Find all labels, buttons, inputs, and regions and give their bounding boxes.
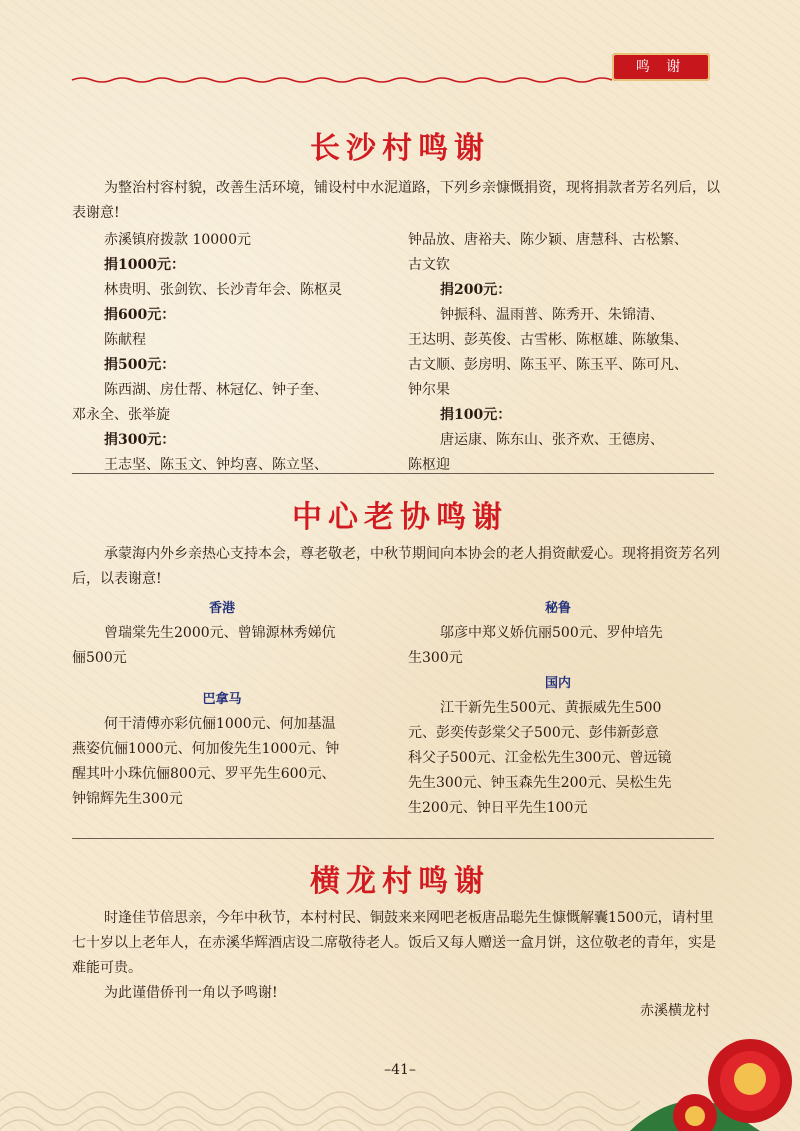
- names-600: 陈献程: [104, 332, 146, 348]
- names-1000: 林贵明、张剑钦、长沙青年会、陈枢灵: [104, 282, 342, 298]
- pa-line2: 燕姿伉俪1000元、何加俊先生1000元、钟: [72, 741, 340, 757]
- country-domestic: 国内: [544, 676, 571, 691]
- header-decorative-line: [72, 76, 612, 84]
- label-1000: 捐1000元：: [104, 257, 185, 273]
- divider-2: [72, 838, 714, 839]
- hk-line1: 曾瑞棠先生2000元、曾锦源林秀娣伉: [104, 625, 336, 641]
- label-600: 捐600元：: [104, 307, 176, 323]
- pe-line2: 生300元: [408, 650, 463, 666]
- section1-intro: 为整治村容村貌，改善生活环境，铺设村中水泥道路，下列乡亲慷慨捐资，现将捐款者芳名列后，以表谢意!: [72, 180, 720, 221]
- signature: 赤溪横龙村: [640, 1003, 710, 1019]
- section-tag: 鸣 谢: [612, 53, 710, 81]
- pa-line4: 钟锦辉先生300元: [72, 791, 183, 807]
- names-200-line3: 古文顺、彭房明、陈玉平、陈玉平、陈可凡、: [408, 357, 688, 373]
- cn-line2: 元、彭奕传彭棠父子500元、彭伟新彭意: [408, 725, 659, 741]
- section1-left-column: [72, 228, 402, 478]
- cn-line3: 科父子500元、江金松先生300元、曾远镜: [408, 750, 672, 766]
- gov-funding: 赤溪镇府拨款 10000元: [104, 232, 251, 248]
- pa-line1: 何干清傅亦彩伉俪1000元、何加基温: [104, 716, 336, 732]
- country-panama: 巴拿马: [202, 692, 242, 707]
- section3-paragraph1: 时逢佳节倍思亲，今年中秋节，本村村民、铜鼓来来网吧老板唐品聪先生慷慨解囊1500元，请村里七十岁以上老年人，在赤溪华辉酒店设二席敬待老人。饭后又每人赠送一盒月饼，这位敬老的青年，实是难能可贵。: [72, 910, 716, 976]
- names-200-line1: 钟振科、温雨普、陈秀开、朱锦清、: [440, 307, 664, 323]
- section1-title: 长沙村鸣谢: [310, 131, 490, 166]
- cn-line5: 生200元、钟日平先生100元: [408, 800, 588, 816]
- label-200: 捐200元：: [440, 282, 512, 298]
- section3-paragraph2: 为此谨借侨刊一角以予鸣谢!: [104, 985, 278, 1001]
- section1-right-column: [408, 228, 718, 478]
- section3-title: 横龙村鸣谢: [310, 864, 490, 899]
- pe-line1: 邬彦中郑义娇伉丽500元、罗仲培先: [440, 625, 663, 641]
- label-300: 捐300元：: [104, 432, 176, 448]
- names-200-line2: 王达明、彭英俊、古雪彬、陈枢雄、陈敏集、: [408, 332, 688, 348]
- section2-left-column: [72, 596, 390, 812]
- pa-line3: 醒其叶小珠伉俪800元、罗平先生600元、: [72, 766, 336, 782]
- names-500-line2: 邓永全、张举旋: [72, 407, 170, 423]
- names-100-line1: 唐运康、陈东山、张齐欢、王德房、: [440, 432, 664, 448]
- label-500: 捐500元：: [104, 357, 176, 373]
- section2-title: 中心老协鸣谢: [292, 500, 508, 535]
- label-100: 捐100元：: [440, 407, 512, 423]
- names-300-line2: 钟品放、唐裕夫、陈少颖、唐慧科、古松繁、: [408, 232, 688, 248]
- section2-intro: 承蒙海内外乡亲热心支持本会，尊老敬老，中秋节期间向本协会的老人捐资献爱心。现将捐资芳名列后，以表谢意!: [72, 546, 720, 587]
- cn-line4: 先生300元、钟玉森先生200元、吴松生先: [408, 775, 672, 791]
- names-300-line1: 王志坚、陈玉文、钟均喜、陈立坚、: [104, 457, 328, 473]
- names-300-line3: 古文钦: [408, 257, 450, 273]
- names-100-line2: 陈枢迎: [408, 457, 450, 473]
- hk-line2: 俪500元: [72, 650, 127, 666]
- country-peru: 秘鲁: [544, 601, 571, 616]
- page-number: –41–: [384, 1062, 416, 1078]
- names-200-line4: 钟尔果: [408, 382, 450, 398]
- names-500-line1: 陈西湖、房仕帮、林冠亿、钟子奎、: [104, 382, 328, 398]
- country-hongkong: 香港: [208, 601, 235, 616]
- cn-line1: 江干新先生500元、黄振威先生500: [440, 700, 662, 716]
- section2-right-column: [408, 596, 718, 821]
- divider-1: [72, 473, 714, 474]
